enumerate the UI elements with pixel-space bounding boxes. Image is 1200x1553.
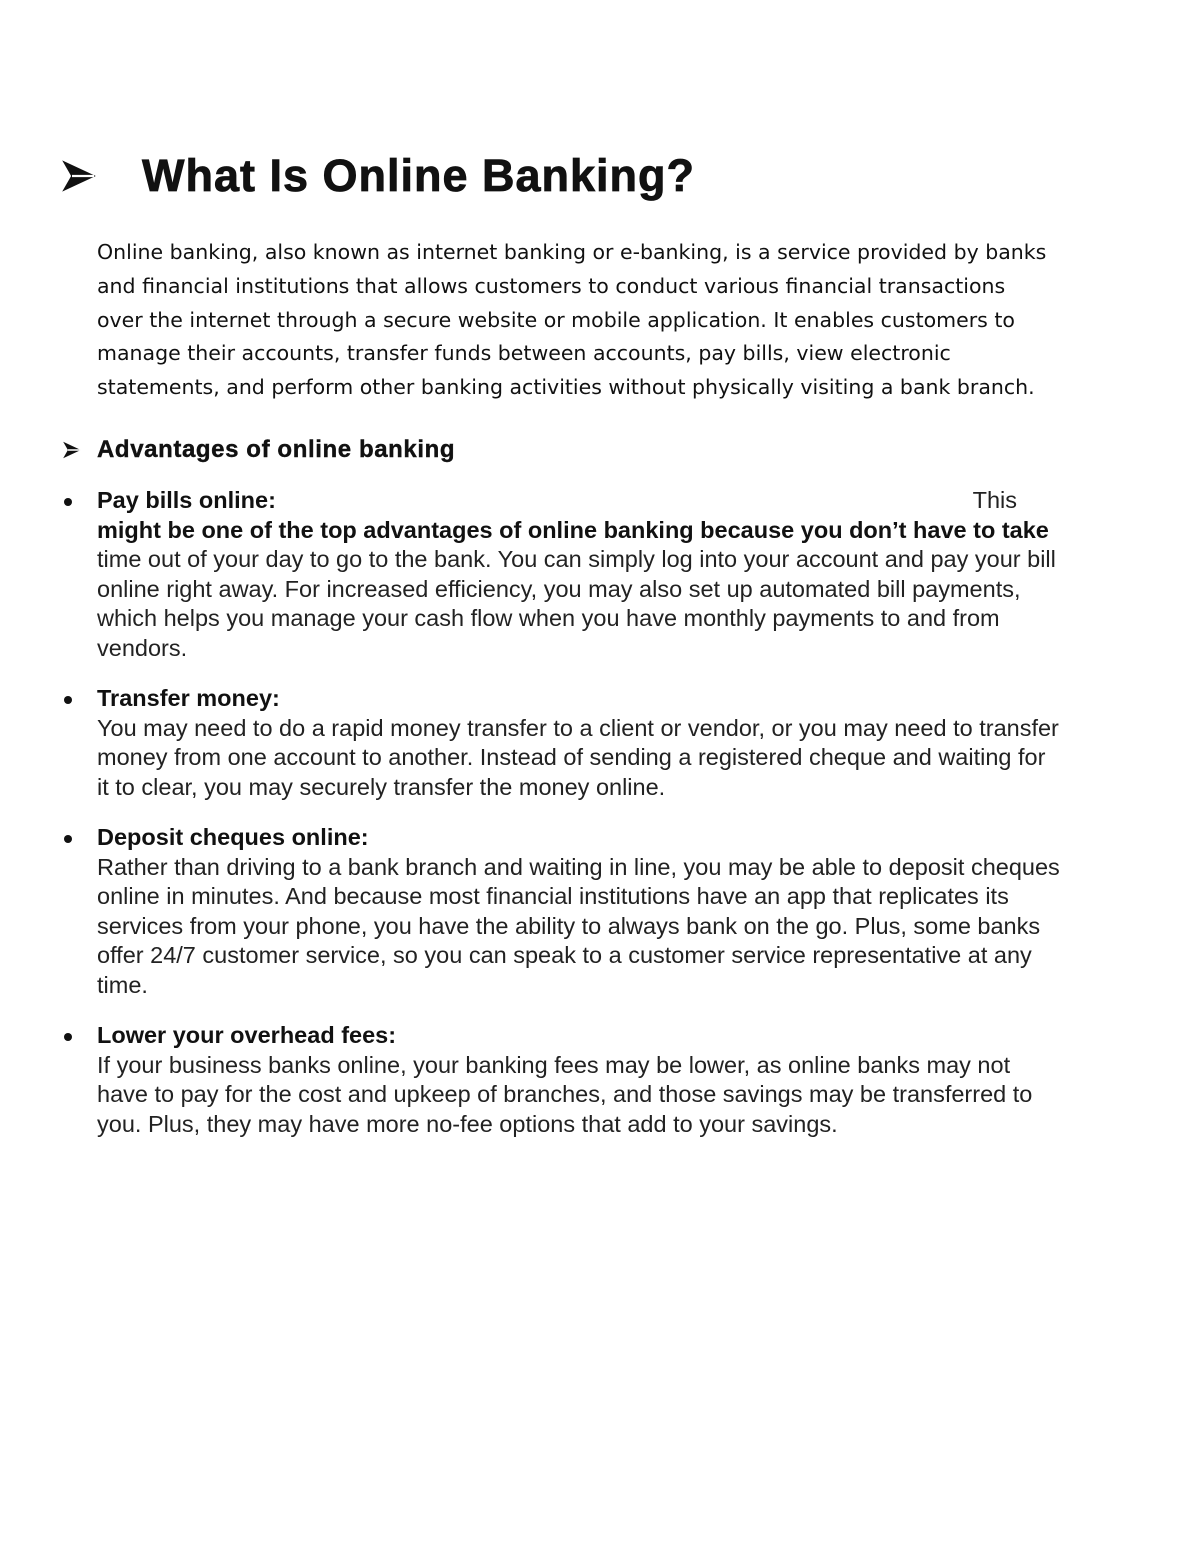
list-item-body: You may need to do a rapid money transfer to a client or vendor, or you may need to transfer money from one account to another. Instead of sending a registered cheque and waiting for it to clear, you may securely transfer the money online. xyxy=(97,714,1059,800)
list-item-bold-line: might be one of the top advantages of online banking because you don’t have to take xyxy=(97,516,1049,543)
bullet-dot-icon xyxy=(64,696,72,704)
list-item xyxy=(97,1021,1062,1139)
list-item xyxy=(97,684,1062,802)
list-item-title: Transfer money: xyxy=(97,685,280,711)
list-item-title: Deposit cheques online: xyxy=(97,824,369,850)
arrowhead-bullet-icon xyxy=(62,440,82,460)
list-item-body: Rather than driving to a bank branch and waiting in line, you may be able to deposit cheques online in minutes. And because most financial institutions have an app that replicates its services from your phone, you have the ability to always bank on the go. Plus, some banks offer 24/7 customer service, so you can speak to a customer service representative at any time. xyxy=(97,853,1060,998)
list-item xyxy=(97,823,1062,1000)
advantages-heading xyxy=(62,436,455,464)
intro-paragraph: Online banking, also known as internet banking or e-banking, is a service provided by banks and financial institutions that allows customers to conduct various financial transactions over the internet through a secure website or mobile application. It enables customers to manage their accounts, transfer funds between accounts, pay bills, view electronic statements, and perform other banking activities without physically visiting a bank branch. xyxy=(97,240,1047,400)
list-item xyxy=(97,486,1062,663)
list-item-head-row xyxy=(97,486,1062,516)
page-title: What Is Online Banking? xyxy=(142,150,696,201)
bullet-dot-icon xyxy=(64,835,72,843)
list-item-title: Pay bills online: xyxy=(97,487,276,513)
advantages-list xyxy=(97,486,1062,1160)
bullet-dot-icon xyxy=(64,1033,72,1041)
list-item-title: Lower your overhead fees: xyxy=(97,1022,397,1048)
bullet-dot-icon xyxy=(64,498,72,506)
section-title: Advantages of online banking xyxy=(97,436,456,463)
arrowhead-bullet-icon xyxy=(62,159,96,193)
list-item-trail: This xyxy=(972,487,1017,513)
list-item-body: If your business banks online, your banking fees may be lower, as online banks may not have to pay for the cost and upkeep of branches, and those savings may be transferred to you. Plus, they may have more no-fee options that add to your savings. xyxy=(97,1051,1033,1137)
list-item-body: time out of your day to go to the bank. You can simply log into your account and pay your bill online right away. For increased efficiency, you may also set up automated bill payments, which helps you manage your cash flow when you have monthly payments to and from vendors. xyxy=(97,546,1056,661)
main-heading xyxy=(62,150,695,202)
